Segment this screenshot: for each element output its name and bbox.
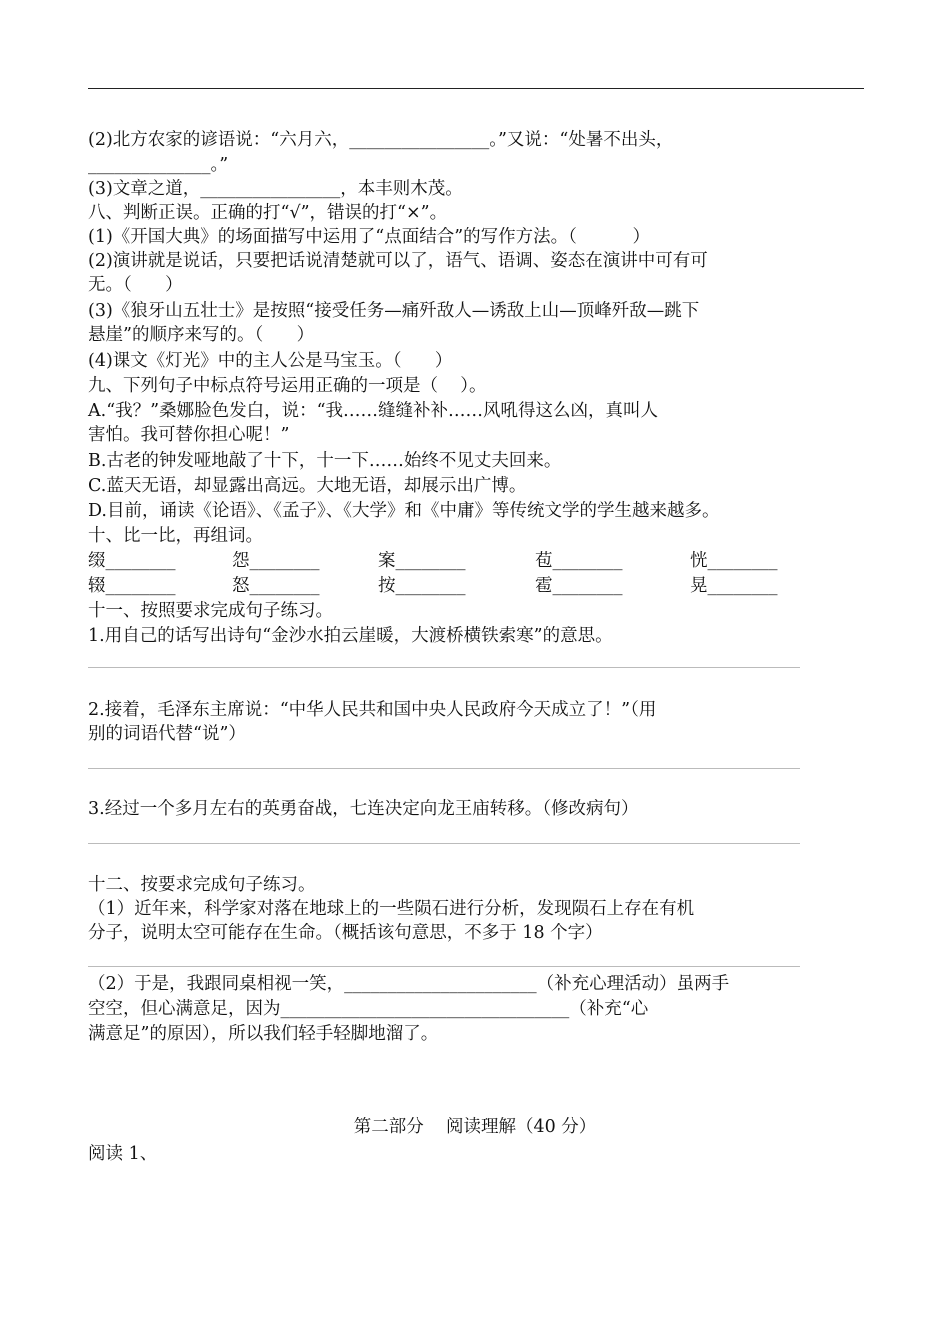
answer-line[interactable] bbox=[88, 843, 800, 844]
q9-option-c: C.蓝天无语，却显露出高远。大地无语，却展示出广博。 bbox=[88, 476, 527, 496]
q9-option-b: B.古老的钟发哑地敲了十下，十一下……始终不见丈夫回来。 bbox=[88, 451, 562, 471]
vocab-item: 晃________ bbox=[690, 576, 778, 596]
q12-2-line3: 满意足”的原因），所以我们轻手轻脚地溜了。 bbox=[88, 1024, 439, 1044]
q12-1-line2: 分子，说明太空可能存在生命。（概括该句意思，不多于 18 个字） bbox=[88, 923, 603, 943]
q7-2-line2: ______________。” bbox=[88, 155, 229, 175]
q8-3-line1: (3)《狼牙山五壮士》是按照“接受任务—痛歼敌人—诱敌上山—顶峰歼敌—跳下 bbox=[88, 301, 700, 321]
section12-title: 十二、按要求完成句子练习。 bbox=[88, 875, 316, 895]
q11-2-line2: 别的词语代替“说”） bbox=[88, 724, 246, 744]
q9-option-a-line2: 害怕。我可替你担心呢！” bbox=[88, 425, 290, 445]
vocab-item: 恍________ bbox=[690, 551, 778, 571]
reading1-label: 阅读 1、 bbox=[88, 1144, 158, 1164]
section8-title: 八、判断正误。正确的打“√”，错误的打“×”。 bbox=[88, 203, 448, 223]
q11-2-line1: 2.接着，毛泽东主席说：“中华人民共和国中央人民政府今天成立了！”（用 bbox=[88, 700, 657, 720]
vocab-item: 怒________ bbox=[232, 576, 320, 596]
q11-3: 3.经过一个多月左右的英勇奋战，七连决定向龙王庙转移。（修改病句） bbox=[88, 799, 639, 819]
q8-2-line2: 无。（ ） bbox=[88, 275, 183, 295]
part2-heading: 第二部分 阅读理解（40 分） bbox=[353, 1117, 597, 1137]
section10-title: 十、比一比，再组词。 bbox=[88, 526, 263, 546]
q12-2-line2: 空空，但心满意足，因为_________________________________（补充“心 bbox=[88, 999, 649, 1019]
q7-2-line1: (2)北方农家的谚语说：“六月六，________________。”又说：“处暑不出头， bbox=[88, 130, 674, 150]
q11-1: 1.用自己的话写出诗句“金沙水拍云崖暖，大渡桥横铁索寒”的意思。 bbox=[88, 626, 613, 646]
vocab-item: 怨________ bbox=[232, 551, 320, 571]
q8-3-line2: 悬崖”的顺序来写的。（ ） bbox=[88, 325, 315, 345]
vocab-item: 按________ bbox=[378, 576, 466, 596]
q7-3: (3)文章之道，________________，本丰则木茂。 bbox=[88, 179, 463, 199]
q12-1-line1: （1）近年来，科学家对落在地球上的一些陨石进行分析，发现陨石上存在有机 bbox=[88, 899, 695, 919]
q12-2-line1: （2）于是，我跟同桌相视一笑，______________________（补充心理活动）虽两手 bbox=[88, 974, 730, 994]
vocab-item: 雹________ bbox=[535, 576, 623, 596]
header-rule bbox=[88, 88, 864, 89]
q9-option-a-line1: A.“我？”桑娜脸色发白，说：“我……缝缝补补……风吼得这么凶，真叫人 bbox=[88, 401, 659, 421]
answer-line[interactable] bbox=[88, 667, 800, 668]
vocab-item: 苞________ bbox=[535, 551, 623, 571]
vocab-item: 缀________ bbox=[88, 551, 176, 571]
section9-title: 九、下列句子中标点符号运用正确的一项是（ ）。 bbox=[88, 376, 487, 396]
q8-2-line1: (2)演讲就是说话，只要把话说清楚就可以了，语气、语调、姿态在演讲中可有可 bbox=[88, 251, 708, 271]
q8-1: (1)《开国大典》的场面描写中运用了“点面结合”的写作方法。（ ） bbox=[88, 227, 651, 247]
vocab-item: 案________ bbox=[378, 551, 466, 571]
q9-option-d: D.目前，诵读《论语》、《孟子》、《大学》和《中庸》等传统文学的学生越来越多。 bbox=[88, 501, 720, 521]
q8-4: (4)课文《灯光》中的主人公是马宝玉。（ ） bbox=[88, 351, 453, 371]
section11-title: 十一、按照要求完成句子练习。 bbox=[88, 601, 333, 621]
vocab-item: 辍________ bbox=[88, 576, 176, 596]
answer-line[interactable] bbox=[88, 768, 800, 769]
answer-line[interactable] bbox=[88, 966, 800, 967]
